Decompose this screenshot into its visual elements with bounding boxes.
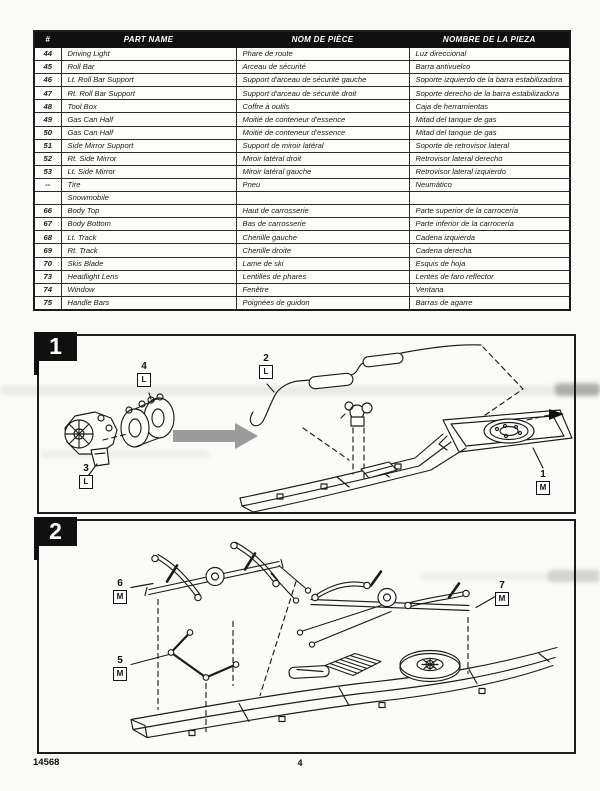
part-number: 7 <box>499 580 505 591</box>
part-number: 1 <box>540 469 546 480</box>
cell-es: Soporte derecho de la barra estabilizadora <box>409 87 570 100</box>
section-row <box>34 192 570 205</box>
cell-fr: Bas de carrosserie <box>236 218 409 231</box>
part-number: 5 <box>117 655 123 666</box>
cell-en: Body Bottom <box>61 218 236 231</box>
sprue-letter-box: L <box>259 365 273 379</box>
cell-num: 48 <box>34 100 61 113</box>
cell-es: Mitad del tanque de gas <box>409 126 570 139</box>
table-row <box>34 218 570 231</box>
cell-en: Handle Bars <box>61 296 236 310</box>
part-6-front-axle <box>145 542 311 603</box>
step-number-badge: 1 <box>34 332 77 361</box>
table-row <box>34 152 570 165</box>
cell-en: Rt. Roll Bar Support <box>61 87 236 100</box>
table-row <box>34 113 570 126</box>
assembly-direction-arrow <box>173 423 258 449</box>
part-5-linkage <box>168 630 239 681</box>
cell-es: Esquis de hoja <box>409 257 570 270</box>
cell-fr: Fenêtre <box>236 283 409 296</box>
part-number: 3 <box>83 463 89 474</box>
part-number: 4 <box>141 361 147 372</box>
part-number: 2 <box>263 353 269 364</box>
cell-es: Ventana <box>409 283 570 296</box>
column-header-number: # <box>34 31 61 48</box>
cell-fr: Haut de carrosserie <box>236 205 409 218</box>
table-row <box>34 61 570 74</box>
sprue-letter-box: M <box>536 481 550 495</box>
cell-en: Side Mirror Support <box>61 139 236 152</box>
part-4-cylinder <box>121 394 174 447</box>
cell-es: Barras de agarre <box>409 296 570 310</box>
callout-part-1 <box>536 470 550 495</box>
cell-es: Parte superior de la carrocería <box>409 205 570 218</box>
callout-part-7 <box>495 581 509 606</box>
cell-es: Cadena derecha <box>409 244 570 257</box>
leader-part-1 <box>533 448 543 468</box>
cell-es: Parte inferior de la carrocería <box>409 218 570 231</box>
step-1-diagram <box>39 336 574 512</box>
cell-fr: Poignées de guidon <box>236 296 409 310</box>
cell-num: 66 <box>34 205 61 218</box>
part-2-exhaust <box>250 345 481 426</box>
cell-en: Driving Light <box>61 48 236 61</box>
column-header-part-name: PART NAME <box>61 31 236 48</box>
assembly-step-2-panel <box>37 519 576 754</box>
cell-num: 73 <box>34 270 61 283</box>
cell-fr: Moitié de conteneur d'essence <box>236 113 409 126</box>
assembly-step-1-panel <box>37 334 576 514</box>
cell-es: Mitad del tanque de gas <box>409 113 570 126</box>
cell-num: 70 <box>34 257 61 270</box>
cell-num: 51 <box>34 139 61 152</box>
cell-en: Lt. Track <box>61 231 236 244</box>
cell-es: Barra antivuelco <box>409 61 570 74</box>
sprue-letter-box: L <box>137 373 151 387</box>
table-row <box>34 165 570 178</box>
cell-num: 69 <box>34 244 61 257</box>
parts-table-body <box>34 48 570 310</box>
cell-fr: Miroir latéral gauche <box>236 165 409 178</box>
column-header-nom-de-piece: NOM DE PIÈCE <box>236 31 409 48</box>
part-number: 6 <box>117 578 123 589</box>
cell-fr: Miroir latéral droit <box>236 152 409 165</box>
table-row <box>34 205 570 218</box>
cell-fr: Support de miroir latéral <box>236 139 409 152</box>
sprue-letter-box: L <box>79 475 93 489</box>
table-row <box>34 178 570 191</box>
table-row <box>34 100 570 113</box>
cell-num: -- <box>34 178 61 191</box>
cell-en: Headlight Lens <box>61 270 236 283</box>
cell-en: Skis Blade <box>61 257 236 270</box>
cell-es <box>409 192 570 205</box>
leader-part-6 <box>131 584 153 588</box>
cell-en: Body Top <box>61 205 236 218</box>
cell-es: Soporte izquierdo de la barra estabilizadora <box>409 74 570 87</box>
cell-en: Gas Can Half <box>61 126 236 139</box>
cell-fr: Phare de route <box>236 48 409 61</box>
cell-fr: Lentilles de phares <box>236 270 409 283</box>
step-2-diagram <box>39 521 574 752</box>
sprue-letter-box: M <box>113 590 127 604</box>
column-header-nombre-de-la-pieza: NOMBRE DE LA PIEZA <box>409 31 570 48</box>
cell-en: Lt. Roll Bar Support <box>61 74 236 87</box>
cell-num: 50 <box>34 126 61 139</box>
cell-en: Roll Bar <box>61 61 236 74</box>
cell-num: 44 <box>34 48 61 61</box>
cell-num <box>34 192 61 205</box>
cell-es: Cadena izquierda <box>409 231 570 244</box>
cell-fr: Chenille droite <box>236 244 409 257</box>
callout-part-5 <box>113 656 127 681</box>
cell-num: 49 <box>34 113 61 126</box>
chassis-frame <box>240 410 572 512</box>
cell-num: 67 <box>34 218 61 231</box>
cell-fr: Support d'arceau de sécurité droit <box>236 87 409 100</box>
cell-num: 75 <box>34 296 61 310</box>
cell-fr: Arceau de sécurité <box>236 61 409 74</box>
cell-es: Lentes de faro reflector <box>409 270 570 283</box>
cell-es: Neumático <box>409 178 570 191</box>
table-row <box>34 126 570 139</box>
table-row <box>34 296 570 310</box>
cell-en: Gas Can Half <box>61 113 236 126</box>
cell-num: 47 <box>34 87 61 100</box>
callout-part-3 <box>79 464 93 489</box>
table-row <box>34 231 570 244</box>
sprue-letter-box: M <box>113 667 127 681</box>
chassis-frame-assembled <box>131 648 557 738</box>
callout-part-4 <box>137 362 151 387</box>
cell-num: 45 <box>34 61 61 74</box>
cell-fr: Lame de ski <box>236 257 409 270</box>
table-row <box>34 244 570 257</box>
parts-table <box>33 30 571 311</box>
cell-en: Tire <box>61 178 236 191</box>
cell-es: Caja de herramientas <box>409 100 570 113</box>
cell-en: Lt. Side Mirror <box>61 165 236 178</box>
table-row <box>34 74 570 87</box>
callout-part-6 <box>113 579 127 604</box>
page-number: 4 <box>297 758 303 768</box>
cell-en: Tool Box <box>61 100 236 113</box>
cell-en: Rt. Track <box>61 244 236 257</box>
table-row <box>34 283 570 296</box>
table-row <box>34 139 570 152</box>
cell-en: Window <box>61 283 236 296</box>
table-row <box>34 48 570 61</box>
cell-en: Rt. Side Mirror <box>61 152 236 165</box>
leader-part-2 <box>267 384 274 392</box>
cell-fr: Pneu <box>236 178 409 191</box>
cell-es: Soporte de retrovisor lateral <box>409 139 570 152</box>
parts-table-header <box>34 31 570 48</box>
cell-fr: Moitié de conteneur d'essence <box>236 126 409 139</box>
sprue-letter-box: M <box>495 592 509 606</box>
table-row <box>34 270 570 283</box>
transfer-case-part <box>341 402 372 426</box>
cell-num: 53 <box>34 165 61 178</box>
cell-fr <box>236 192 409 205</box>
cell-es: Retrovisor lateral derecho <box>409 152 570 165</box>
cell-fr: Chenille gauche <box>236 231 409 244</box>
cell-num: 68 <box>34 231 61 244</box>
part-7-rear-axle <box>297 572 469 648</box>
step-number-badge: 2 <box>34 517 77 546</box>
leader-part-7 <box>476 596 497 608</box>
table-row <box>34 87 570 100</box>
cell-num: 74 <box>34 283 61 296</box>
cell-fr: Support d'arceau de sécurité gauche <box>236 74 409 87</box>
cell-num: 52 <box>34 152 61 165</box>
spare-tire <box>400 651 460 682</box>
cell-num: 46 <box>34 74 61 87</box>
cell-fr: Coffre à outils <box>236 100 409 113</box>
kit-number: 14568 <box>33 757 60 768</box>
leader-part-5 <box>131 655 169 665</box>
engine-block <box>289 654 381 679</box>
cell-es: Retrovisor lateral izquierdo <box>409 165 570 178</box>
cell-en: Snowmobile <box>61 192 236 205</box>
table-row <box>34 257 570 270</box>
cell-es: Luz direccional <box>409 48 570 61</box>
callout-part-2 <box>259 354 273 379</box>
part-3-differential <box>65 412 117 466</box>
